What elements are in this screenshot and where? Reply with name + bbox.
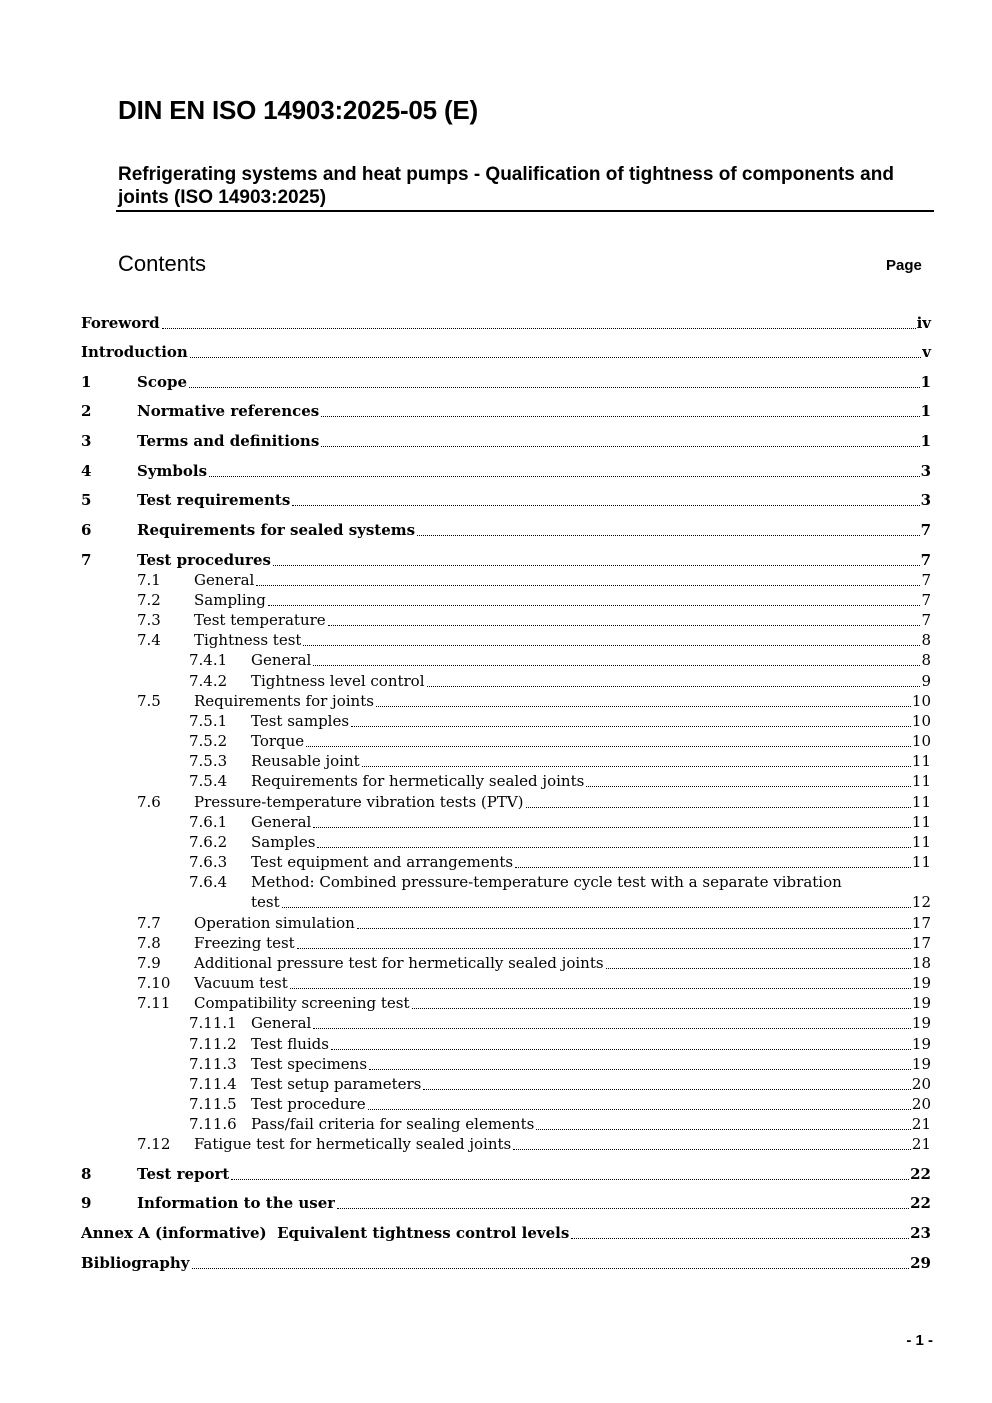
toc-title: General (194, 571, 255, 589)
toc-leader (369, 1068, 911, 1070)
toc-leader (337, 1207, 909, 1209)
toc-number: 7.6.2 (189, 833, 228, 851)
toc-entry-foreword[interactable] (0, 313, 931, 333)
toc-entry[interactable] (0, 630, 931, 650)
toc-entry[interactable] (0, 691, 931, 711)
toc-number: 7.8 (137, 934, 161, 952)
toc-number: 7.12 (137, 1135, 171, 1153)
toc-leader (313, 1027, 911, 1029)
toc-number: 7.11.6 (189, 1115, 237, 1133)
toc-title: Bibliography (81, 1254, 190, 1272)
toc-title: Compatibility screening test (194, 994, 410, 1012)
toc-entry[interactable] (0, 610, 931, 630)
toc-page: 19 (911, 1035, 931, 1053)
toc-entry[interactable] (0, 1094, 931, 1114)
toc-leader (427, 685, 921, 687)
toc-entry[interactable] (0, 751, 931, 771)
toc-title: Vacuum test (194, 974, 288, 992)
toc-entry[interactable] (0, 1054, 931, 1074)
toc-entry[interactable] (0, 1134, 931, 1154)
toc-page: 19 (911, 994, 931, 1012)
toc-leader (515, 866, 911, 868)
toc-entry[interactable] (0, 913, 931, 933)
document-id: DIN EN ISO 14903:2025-05 (E) (118, 95, 479, 125)
toc-page: 11 (911, 813, 931, 831)
toc-entry-introduction[interactable] (0, 342, 931, 362)
toc-entry[interactable] (0, 771, 931, 791)
toc-page: 17 (911, 934, 931, 952)
toc-title: Foreword (81, 314, 160, 332)
toc-entry[interactable] (0, 812, 931, 832)
toc-title: Tightness level control (251, 672, 425, 690)
contents-heading: Contents (118, 251, 207, 276)
toc-title: Pressure-temperature vibration tests (PTV) (194, 793, 524, 811)
toc-title: Additional pressure test for hermetically sealed joints (194, 954, 604, 972)
toc-leader (268, 604, 921, 606)
toc-title-continued: test (251, 893, 280, 911)
toc-number: 7.4.2 (189, 672, 228, 690)
toc-page: 21 (911, 1135, 931, 1153)
toc-number: 1 (81, 373, 92, 391)
toc-entry[interactable] (0, 590, 931, 610)
toc-leader (412, 1007, 911, 1009)
toc-entry[interactable] (0, 953, 931, 973)
toc-page: 1 (920, 373, 931, 391)
toc-number: 3 (81, 432, 92, 450)
toc-page: 10 (911, 732, 931, 750)
toc-page: 22 (910, 1194, 931, 1212)
toc-page: 9 (921, 672, 931, 690)
toc-leader (317, 846, 910, 848)
toc-title: Test procedure (251, 1095, 366, 1113)
toc-leader (290, 987, 911, 989)
toc-page: 7 (921, 571, 931, 589)
toc-page: 20 (911, 1075, 931, 1093)
toc-number: 7.6.3 (189, 853, 228, 871)
toc-number: 7.11.2 (189, 1035, 237, 1053)
toc-leader (273, 564, 920, 566)
toc-page: 17 (911, 914, 931, 932)
toc-page: 12 (911, 893, 931, 911)
toc-title: Test procedures (137, 551, 271, 569)
toc-number: 7.6 (137, 793, 161, 811)
toc-number: 7 (81, 551, 92, 569)
toc-entry[interactable] (0, 431, 931, 451)
toc-entry[interactable] (0, 973, 931, 993)
toc-leader (331, 1048, 911, 1050)
toc-entry-annex-a[interactable] (0, 1223, 931, 1243)
toc-entry[interactable] (0, 1114, 931, 1134)
toc-entry[interactable] (0, 1164, 931, 1184)
toc-number: 4 (81, 462, 92, 480)
toc-title: Operation simulation (194, 914, 355, 932)
toc-title: Test equipment and arrangements (251, 853, 514, 871)
toc-number: 7.5.1 (189, 712, 228, 730)
toc-leader (368, 1108, 911, 1110)
toc-page: 7 (921, 611, 931, 629)
toc-entry[interactable] (0, 570, 931, 590)
toc-entry-bibliography[interactable] (0, 1253, 931, 1273)
toc-page: iv (916, 314, 931, 332)
toc-page: 19 (911, 974, 931, 992)
toc-leader (282, 906, 911, 908)
toc-leader (190, 356, 921, 358)
toc-entry[interactable] (0, 1034, 931, 1054)
toc-number: 7.2 (137, 591, 161, 609)
toc-entry[interactable] (0, 731, 931, 751)
toc-entry-first-line[interactable]: Method: Combined pressure-temperature cycle test with a separate vibration (251, 873, 842, 891)
toc-page: 18 (911, 954, 931, 972)
toc-page: 11 (911, 853, 931, 871)
toc-leader (357, 927, 911, 929)
toc-number: 7.6.1 (189, 813, 228, 831)
toc-leader (526, 806, 911, 808)
toc-title: Reusable joint (251, 752, 360, 770)
toc-entry[interactable] (0, 792, 931, 812)
toc-leader (192, 1267, 910, 1269)
toc-number: 7.9 (137, 954, 161, 972)
toc-leader (321, 415, 919, 417)
toc-title: General (251, 651, 312, 669)
toc-number: 7.11.4 (189, 1075, 237, 1093)
toc-entry[interactable] (0, 401, 931, 421)
toc-title: Requirements for hermetically sealed joints (251, 772, 585, 790)
toc-title: Sampling (194, 591, 266, 609)
toc-number: 5 (81, 491, 92, 509)
toc-title: Annex A (informative) Equivalent tightness control levels (81, 1224, 570, 1242)
toc-leader (256, 584, 920, 586)
toc-page: 11 (911, 752, 931, 770)
toc-number: 7.1 (137, 571, 161, 589)
toc-number: 7.5.2 (189, 732, 228, 750)
toc-title: Pass/fail criteria for sealing elements (251, 1115, 535, 1133)
toc-number: 7.5 (137, 692, 161, 710)
toc-entry[interactable] (0, 711, 931, 731)
toc-entry[interactable] (0, 671, 931, 691)
toc-entry[interactable] (0, 1074, 931, 1094)
page-column-label: Page (886, 257, 922, 274)
toc-number: 7.11.5 (189, 1095, 237, 1113)
toc-title: Requirements for joints (194, 692, 374, 710)
toc-title: Tightness test (194, 631, 302, 649)
toc-entry[interactable] (0, 933, 931, 953)
toc-title: Introduction (81, 343, 188, 361)
toc-page: 8 (921, 651, 931, 669)
toc-title: Fatigue test for hermetically sealed joints (194, 1135, 512, 1153)
toc-page: 23 (910, 1224, 931, 1242)
toc-page: 22 (910, 1165, 931, 1183)
toc-title: Symbols (137, 462, 208, 480)
toc-leader (423, 1088, 911, 1090)
toc-leader (417, 534, 919, 536)
toc-number: 9 (81, 1194, 92, 1212)
toc-number: 2 (81, 402, 92, 420)
toc-page: 19 (911, 1014, 931, 1032)
toc-title: Test specimens (251, 1055, 368, 1073)
toc-page: 21 (911, 1115, 931, 1133)
toc-entry[interactable] (0, 550, 931, 570)
toc-number: 7.7 (137, 914, 161, 932)
toc-entry[interactable] (0, 852, 931, 872)
toc-number: 7.5.4 (189, 772, 228, 790)
toc-leader (209, 475, 920, 477)
toc-title: Test requirements (137, 491, 291, 509)
toc-leader (303, 644, 920, 646)
toc-title: Test temperature (194, 611, 326, 629)
toc-page: 11 (911, 833, 931, 851)
toc-leader (362, 765, 911, 767)
toc-leader (162, 327, 916, 329)
toc-entry[interactable] (0, 461, 931, 481)
toc-leader (328, 624, 921, 626)
toc-page: 8 (921, 631, 931, 649)
toc-title: Requirements for sealed systems (137, 521, 416, 539)
toc-title: Scope (137, 373, 188, 391)
toc-number: 7.4 (137, 631, 161, 649)
toc-entry[interactable] (0, 993, 931, 1013)
toc-page: 19 (911, 1055, 931, 1073)
toc-page: 11 (911, 772, 931, 790)
toc-leader (297, 947, 911, 949)
toc-leader (231, 1178, 909, 1180)
toc-title: Samples (251, 833, 316, 851)
toc-leader (321, 445, 919, 447)
toc-page: 7 (920, 551, 931, 569)
toc-entry[interactable] (0, 490, 931, 510)
toc-leader (292, 504, 919, 506)
toc-page: 20 (911, 1095, 931, 1113)
toc-leader (376, 705, 911, 707)
toc-leader (536, 1128, 911, 1130)
toc-page: 29 (910, 1254, 931, 1272)
toc-title: Freezing test (194, 934, 295, 952)
toc-entry[interactable] (0, 372, 931, 392)
toc-entry[interactable] (0, 650, 931, 670)
toc-page: 1 (920, 432, 931, 450)
toc-title: Terms and definitions (137, 432, 320, 450)
toc-number: 7.10 (137, 974, 171, 992)
toc-leader (571, 1237, 909, 1239)
toc-title: Normative references (137, 402, 320, 420)
toc-page: v (922, 343, 931, 361)
toc-leader (351, 725, 911, 727)
toc-page: 10 (911, 692, 931, 710)
toc-number: 7.11 (137, 994, 171, 1012)
toc-leader (586, 785, 911, 787)
toc-leader (306, 745, 911, 747)
toc-entry[interactable] (0, 832, 931, 852)
toc-leader (313, 664, 920, 666)
document-subtitle: Refrigerating systems and heat pumps - Qualification of tightness of components and joints (ISO 14903:2025) (118, 164, 894, 208)
toc-page: 7 (921, 591, 931, 609)
toc-page: 7 (920, 521, 931, 539)
toc-title: Test samples (251, 712, 350, 730)
toc-number: 7.11.3 (189, 1055, 237, 1073)
toc-page: 10 (911, 712, 931, 730)
toc-title: Test report (137, 1165, 230, 1183)
toc-entry[interactable] (0, 520, 931, 540)
toc-page: 3 (920, 462, 931, 480)
toc-number: 7.3 (137, 611, 161, 629)
toc-number: 7.6.4 (189, 873, 228, 891)
toc-title: General (251, 813, 312, 831)
toc-number: 6 (81, 521, 92, 539)
toc-number: 8 (81, 1165, 92, 1183)
toc-number: 7.5.3 (189, 752, 228, 770)
toc-page: 11 (911, 793, 931, 811)
toc-title: Information to the user (137, 1194, 336, 1212)
toc-title: General (251, 1014, 312, 1032)
toc-title: Torque (251, 732, 305, 750)
toc-leader (189, 386, 920, 388)
toc-leader (513, 1148, 911, 1150)
page-number: - 1 - (906, 1332, 933, 1349)
toc-title: Test fluids (251, 1035, 329, 1053)
toc-leader (313, 826, 911, 828)
toc-page: 1 (920, 402, 931, 420)
toc-number: 7.4.1 (189, 651, 228, 669)
toc-leader (606, 967, 911, 969)
toc-entry[interactable] (0, 1193, 931, 1213)
toc-entry[interactable] (0, 1013, 931, 1033)
toc-number: 7.11.1 (189, 1014, 237, 1032)
toc-title: Test setup parameters (251, 1075, 422, 1093)
toc-page: 3 (920, 491, 931, 509)
